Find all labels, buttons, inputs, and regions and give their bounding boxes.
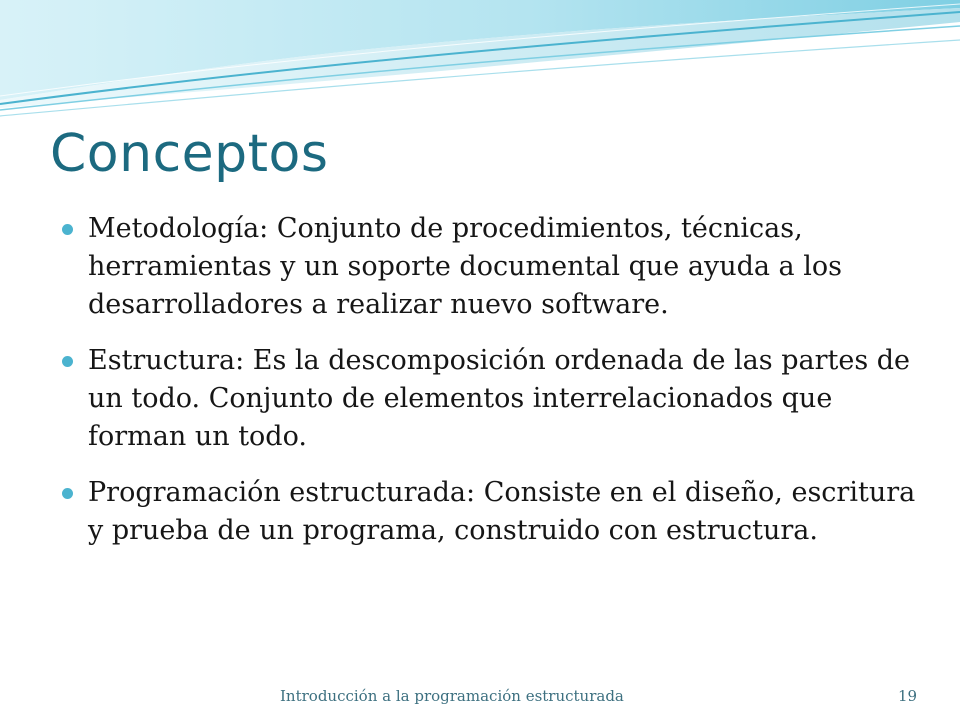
bullet-text: Metodología: Conjunto de procedimientos, técnicas, herramientas y un soporte documental que ayuda a los desarrolladores a realizar nuevo software. <box>88 213 842 320</box>
bullet-item <box>62 342 922 456</box>
bullet-text: Programación estructurada: Consiste en el diseño, escritura y prueba de un programa, construido con estructura. <box>88 477 916 546</box>
bullet-marker-icon <box>62 488 73 499</box>
bullet-item <box>62 210 922 324</box>
bullet-item <box>62 474 922 550</box>
bullet-marker-icon <box>62 356 73 367</box>
slide-footer <box>0 684 960 708</box>
page-number: 19 <box>898 687 918 705</box>
bullet-text: Estructura: Es la descomposición ordenada de las partes de un todo. Conjunto de elementos interrelacionados que forman un todo. <box>88 345 911 452</box>
bullet-marker-icon <box>62 224 73 235</box>
header-wave-decoration <box>0 0 960 130</box>
footer-label: Introducción a la programación estructurada <box>280 687 624 705</box>
slide-title: Conceptos <box>50 124 329 184</box>
bullet-list <box>62 210 922 568</box>
